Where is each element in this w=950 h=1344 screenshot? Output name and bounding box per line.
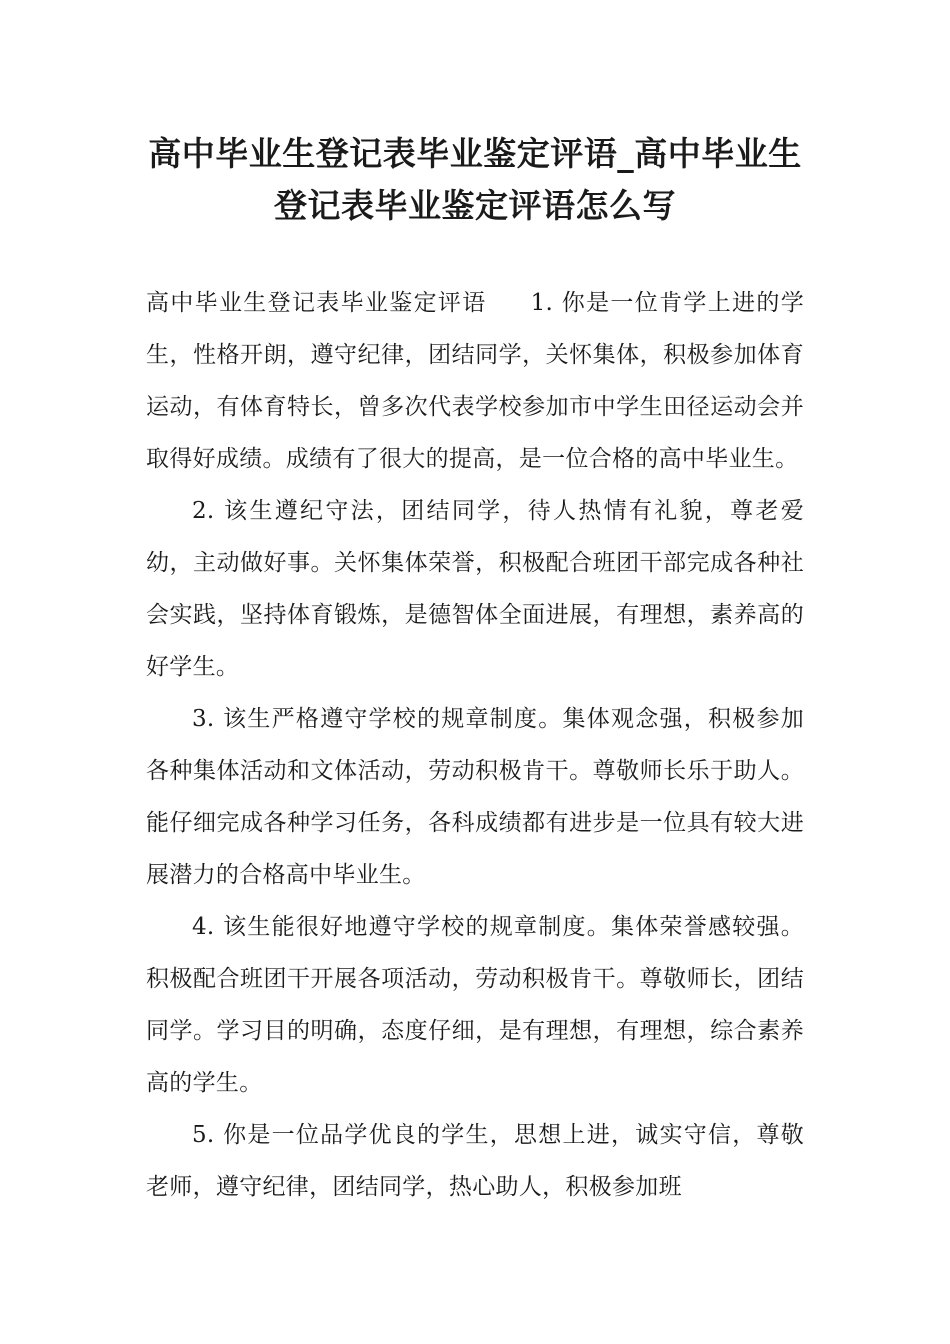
paragraph-3: 3. 该生严格遵守学校的规章制度。集体观念强，积极参加各种集体活动和文体活动，劳动积极肯干。尊敬师长乐于助人。能仔细完成各种学习任务，各科成绩都有进步是一位具有较大进展潜力的合格高中毕业生。 xyxy=(146,706,804,888)
document-title: 高中毕业生登记表毕业鉴定评语_高中毕业生登记表毕业鉴定评语怎么写 xyxy=(148,134,802,225)
paragraph-4: 4. 该生能很好地遵守学校的规章制度。集体荣誉感较强。积极配合班团干开展各项活动，劳动积极肯干。尊敬师长，团结同学。学习目的明确，态度仔细，是有理想，有理想，综合素养高的学生。 xyxy=(146,914,804,1096)
paragraph-2: 2. 该生遵纪守法，团结同学，待人热情有礼貌，尊老爱幼，主动做好事。关怀集体荣誉，积极配合班团干部完成各种社会实践，坚持体育锻炼，是德智体全面进展，有理想，素养高的好学生。 xyxy=(146,498,804,680)
paragraph-1 xyxy=(146,277,804,485)
intro-heading: 高中毕业生登记表毕业鉴定评语 xyxy=(146,290,487,316)
document-body xyxy=(146,277,804,1213)
paragraph-text: 1. 你是一位肯学上进的学生，性格开朗，遵守纪律，团结同学，关怀集体，积极参加体育运动，有体育特长，曾多次代表学校参加市中学生田径运动会并取得好成绩。成绩有了很大的提高，是一位合格的高中毕业生。 xyxy=(146,290,805,472)
paragraph-5: 5. 你是一位品学优良的学生，思想上进，诚实守信，尊敬老师，遵守纪律，团结同学，热心助人，积极参加班 xyxy=(146,1122,804,1200)
